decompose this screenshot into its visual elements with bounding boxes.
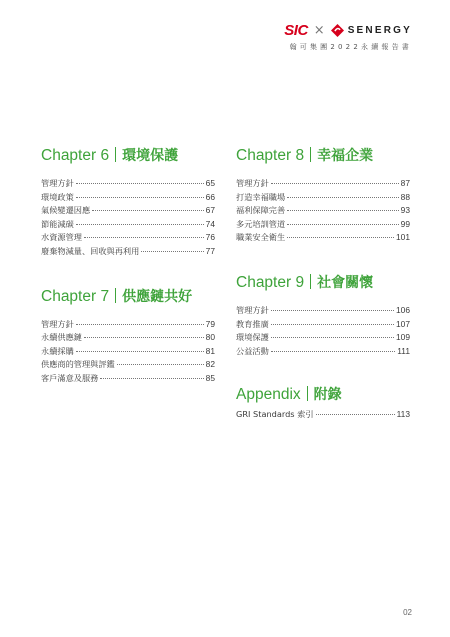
toc-entry-label: 教育推廣: [236, 318, 269, 329]
toc-entry-label: 節能減碳: [41, 218, 74, 229]
toc-entry[interactable]: [41, 345, 215, 359]
toc-entry-page: 81: [205, 345, 215, 356]
toc-entry[interactable]: [41, 245, 215, 259]
chapter-number: Chapter 7: [41, 287, 110, 305]
toc-entry-page: 99: [400, 218, 410, 229]
dot-leader: [287, 210, 399, 211]
dot-leader: [76, 224, 204, 225]
chapter-heading[interactable]: [236, 145, 410, 165]
dot-leader: [287, 224, 399, 225]
toc-section-chapter-6: [41, 145, 215, 259]
report-header: [212, 22, 412, 52]
toc-entry-label: 公益活動: [236, 345, 269, 356]
dot-leader: [271, 337, 394, 338]
toc-entry[interactable]: [236, 408, 410, 422]
heading-divider: [115, 288, 116, 303]
toc-section-chapter-9: [236, 272, 410, 358]
toc-entry-label: 管理方針: [236, 304, 269, 315]
toc-entry[interactable]: [41, 191, 215, 205]
toc-entry-label: 環境政策: [41, 191, 74, 202]
sic-logo: SIC: [284, 21, 308, 39]
page-number: 02: [403, 608, 412, 617]
toc-entry[interactable]: [236, 204, 410, 218]
toc-entry[interactable]: [236, 218, 410, 232]
toc-entry-page: 88: [400, 191, 410, 202]
chapter-heading[interactable]: [41, 286, 215, 306]
chapter-number: Chapter 8: [236, 147, 305, 164]
chapter-title: 幸福企業: [317, 148, 374, 164]
dot-leader: [141, 251, 203, 252]
toc-entry-page: 109: [396, 332, 410, 343]
toc-entry-page: 107: [396, 318, 410, 329]
toc-entry[interactable]: [236, 177, 410, 191]
toc-entry-page: 101: [396, 232, 410, 243]
toc-entry[interactable]: [41, 331, 215, 345]
dot-leader: [84, 237, 204, 238]
toc-entry[interactable]: [236, 331, 410, 345]
toc-entry-page: 113: [396, 409, 410, 420]
toc-entry-page: 74: [205, 218, 215, 229]
heading-divider: [310, 147, 311, 162]
toc-entry-label: 多元培訓管道: [236, 218, 286, 229]
toc-entry-label: 廢棄物減量、回收與再利用: [41, 245, 140, 256]
toc-entry-page: 85: [205, 372, 215, 383]
chapter-heading[interactable]: [236, 272, 410, 292]
toc-entry-page: 66: [205, 191, 215, 202]
toc-entry-page: 67: [205, 205, 215, 216]
senergy-mark-icon: [331, 24, 344, 37]
chapter-title: 附錄: [313, 387, 342, 404]
dot-leader: [316, 414, 395, 415]
chapter-heading[interactable]: [41, 145, 215, 165]
toc-entry[interactable]: [236, 345, 410, 359]
toc-entry[interactable]: [41, 231, 215, 245]
toc-entry-label: 管理方針: [41, 178, 74, 188]
toc-entry-page: 82: [205, 359, 215, 370]
dot-leader: [76, 351, 204, 352]
brand-logos: [212, 22, 412, 38]
toc-entry-label: GRI Standards 索引: [236, 409, 314, 420]
heading-divider: [115, 147, 116, 162]
report-subtitle: 翰可集團2022永續報告書: [289, 43, 412, 51]
chapter-title: 環境保護: [122, 148, 179, 164]
dot-leader: [271, 310, 394, 311]
toc-entry-page: 87: [400, 178, 410, 188]
dot-leader: [117, 364, 204, 365]
dot-leader: [271, 351, 396, 352]
toc-entry[interactable]: [236, 191, 410, 205]
toc-entry[interactable]: [41, 358, 215, 372]
toc-entry-label: 永續供應鏈: [41, 332, 82, 343]
section-spacer: [41, 259, 215, 286]
dot-leader: [271, 324, 394, 325]
dot-leader: [100, 378, 203, 379]
toc-entry-page: 65: [205, 178, 215, 188]
toc-entry-label: 永續採購: [41, 345, 74, 356]
toc-entry-label: 氣候變遷因應: [41, 205, 91, 216]
times-sign: ×: [313, 22, 325, 38]
toc-entry-page: 77: [205, 245, 215, 256]
toc-entry-page: 106: [396, 304, 410, 315]
toc-entry-label: 客戶滿意及服務: [41, 372, 99, 383]
toc-right-column: [236, 145, 410, 422]
toc-left-column: [41, 145, 215, 386]
toc-entry-page: 80: [205, 332, 215, 343]
senergy-logo: [331, 24, 412, 37]
toc-entry-label: 水資源管理: [41, 232, 82, 243]
section-spacer: [236, 245, 410, 272]
toc-entry[interactable]: [41, 318, 215, 332]
heading-divider: [307, 386, 308, 401]
toc-entry[interactable]: [41, 372, 215, 386]
toc-entry[interactable]: [41, 218, 215, 232]
toc-entry-label: 職業安全衛生: [236, 232, 286, 243]
toc-section-appendix: [236, 384, 410, 422]
dot-leader: [76, 197, 204, 198]
dot-leader: [76, 183, 204, 184]
dot-leader: [287, 197, 399, 198]
toc-entry-label: 環境保護: [236, 332, 269, 343]
toc-entry-label: 管理方針: [236, 178, 269, 188]
chapter-number: Chapter 6: [41, 147, 110, 164]
toc-entry-label: 打造幸福職場: [236, 191, 286, 202]
dot-leader: [92, 210, 204, 211]
chapter-title: 供應鏈共好: [122, 288, 193, 305]
dot-leader: [84, 337, 204, 338]
toc-entry-page: 111: [397, 345, 410, 356]
toc-entry-page: 79: [205, 318, 215, 329]
senergy-wordmark: SENERGY: [347, 24, 412, 36]
toc-entry[interactable]: [41, 177, 215, 191]
chapter-title: 社會關懷: [317, 274, 374, 291]
toc-entry[interactable]: [236, 304, 410, 318]
section-spacer: [236, 358, 410, 384]
toc-entry-page: 93: [400, 205, 410, 216]
toc-section-chapter-7: [41, 286, 215, 386]
dot-leader: [287, 237, 394, 238]
heading-divider: [310, 274, 311, 289]
dot-leader: [76, 324, 204, 325]
toc-section-chapter-8: [236, 145, 410, 245]
chapter-number: Appendix: [236, 386, 301, 404]
dot-leader: [271, 183, 399, 184]
toc-entry-label: 供應商的管理與評鑑: [41, 359, 115, 370]
chapter-number: Chapter 9: [236, 273, 305, 291]
toc-entry-label: 管理方針: [41, 318, 74, 329]
toc-entry[interactable]: [236, 318, 410, 332]
chapter-heading[interactable]: [236, 384, 410, 404]
toc-entry[interactable]: [41, 204, 215, 218]
toc-entry[interactable]: [236, 231, 410, 245]
toc-entry-page: 76: [205, 232, 215, 243]
toc-entry-label: 福利保障完善: [236, 205, 286, 216]
